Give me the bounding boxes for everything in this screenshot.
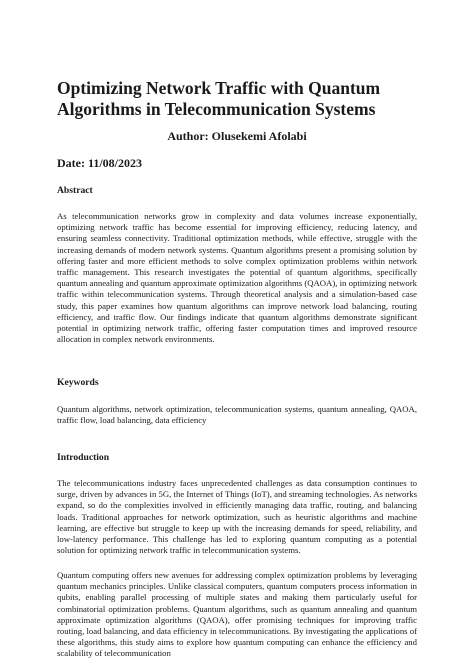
paper-date: Date: 11/08/2023 [57,156,142,170]
abstract-paragraph: As telecommunication networks grow in complexity and data volumes increase exponentially, optimizing network traffic has become essential for improving efficiency, reducing latency, and ensuring seamless connectivity. Traditional optimization methods, while effective, struggle with the increasing demands of modern network systems. Quantum algorithms present a promising solution by offering faster and more efficient methods to solve complex optimization problems within network traffic management. This research investigates the potential of quantum algorithms, specifically quantum annealing and quantum approximate optimization algorithms (QAOA), in optimizing network traffic within telecommunication systems. Through theoretical analysis and a simulation-based case study, this paper examines how quantum algorithms can improve network load balancing, routing efficiency, and traffic flow. Our findings indicate that quantum algorithms demonstrate significant potential in optimizing network traffic, offering faster computation times and improved resource allocation in complex network environments. [57,211,417,345]
paper-title: Optimizing Network Traffic with Quantum Algorithms in Telecommunication Systems [57,78,381,119]
introduction-paragraph-1: The telecommunications industry faces unprecedented challenges as data consumption continues to surge, driven by advances in 5G, the Internet of Things (IoT), and streaming technologies. As networks expand, so do the complexities involved in efficiently managing data traffic, routing, and balancing loads. Traditional approaches for network optimization, such as heuristic algorithms and machine learning, are effective but struggle to keep up with the increasing demands for speed, reliability, and low-latency performance. This challenge has led to exploring quantum computing as a potential solution for optimizing network traffic in telecommunication systems. [57,478,417,556]
paper-author: Author: Olusekemi Afolabi [167,129,307,143]
introduction-heading: Introduction [57,452,110,463]
abstract-heading: Abstract [57,185,93,196]
keywords-heading: Keywords [57,377,99,388]
introduction-paragraph-2: Quantum computing offers new avenues for addressing complex optimization problems by leveraging quantum mechanics principles. Unlike classical computers, quantum computers process information in qubits, enabling parallel processing of multiple states and making them particularly useful for combinatorial optimization problems. Quantum algorithms, such as quantum annealing and quantum approximate optimization algorithms (QAOA), offer promising techniques for improving traffic routing, load balancing, and data efficiency in telecommunications. By investigating the applications of these algorithms, this study aims to explore how quantum computing can enhance the efficiency and scalability of telecommunication [57,570,417,659]
keywords-paragraph: Quantum algorithms, network optimization, telecommunication systems, quantum annealing, QAOA, traffic flow, load balancing, data efficiency [57,404,417,426]
